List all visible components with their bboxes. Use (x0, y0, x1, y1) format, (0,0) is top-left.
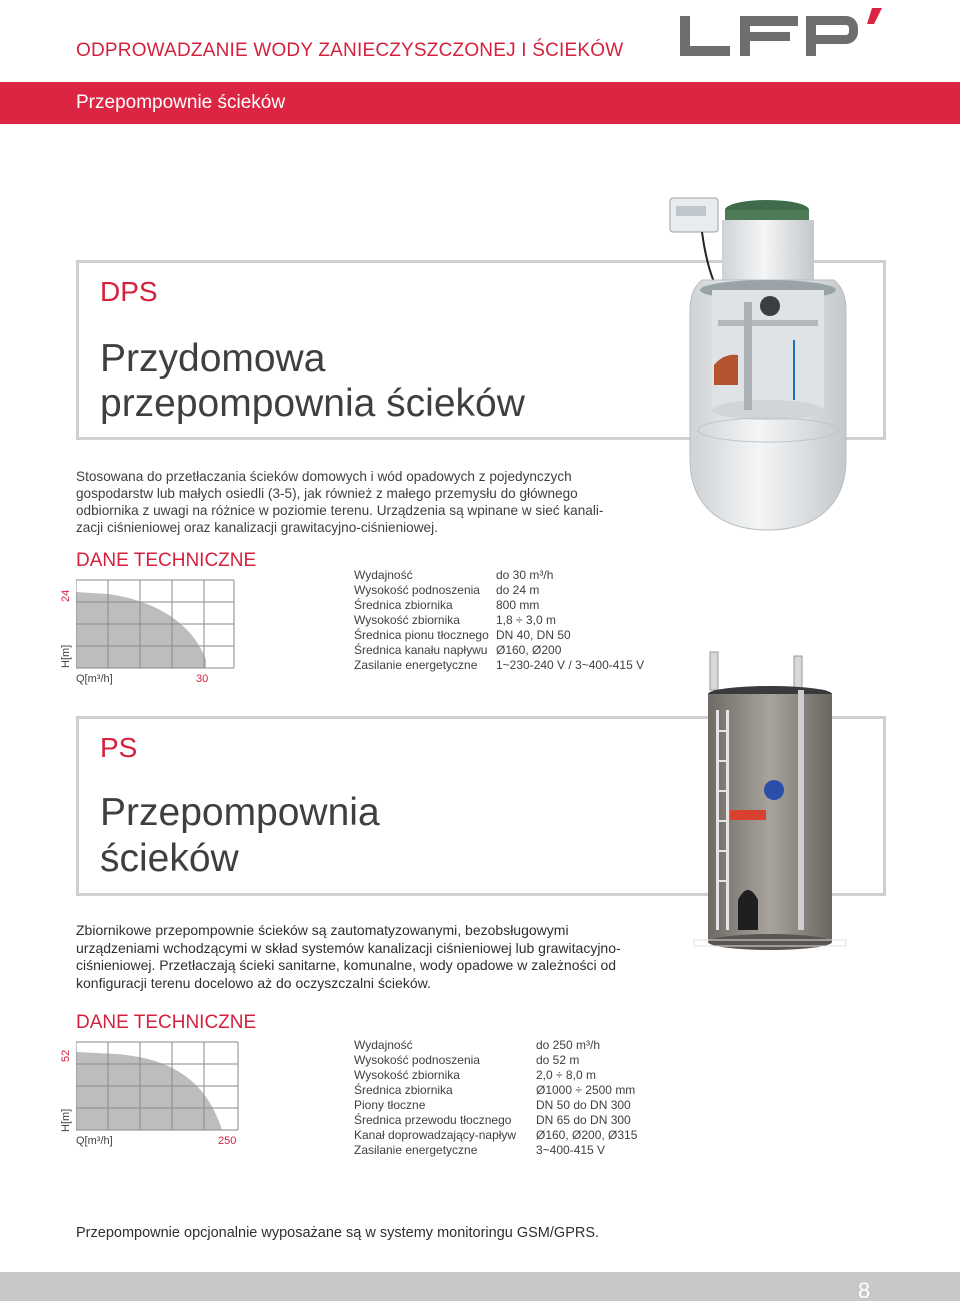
ps-title-line2: ścieków (100, 837, 239, 880)
ps-description (76, 922, 636, 992)
section-title: ODPROWADZANIE WODY ZANIECZYSZCZONEJ I ŚCIEKÓW (76, 40, 624, 61)
ps-chart-x-max: 250 (218, 1135, 237, 1147)
ps-pumping-station-image (690, 650, 850, 955)
spec-row: Wydajność do 30 m³/h (354, 568, 554, 582)
ps-description-line: urządzeniami wchodzącymi w skład systemów kanalizacji ciśnieniowej lub grawitacyjno- (76, 939, 621, 956)
ps-description-line: ciśnieniowej. Przetłaczają ścieki sanitarne, komunalne, wody opadowe w zależności od (76, 957, 617, 973)
spec-row: Średnica zbiornika 800 mm (354, 598, 540, 612)
ps-tech-heading: DANE TECHNICZNE (76, 1012, 257, 1033)
spec-row: Wysokość podnoszenia do 52 m (354, 1053, 580, 1067)
dps-chart-x-label: Q[m³/h] (76, 673, 113, 685)
band-title: Przepompownie ścieków (76, 92, 286, 113)
ps-code: PS (100, 732, 138, 763)
dps-chart-y-label: H[m] (60, 644, 72, 668)
footer-band (0, 1272, 960, 1301)
spec-row: Wydajność do 250 m³/h (354, 1038, 601, 1052)
dps-description-line: odbiornika z uwagi na różnice w poziomie terenu. Urządzenia są wpinane w sieć kanali- (76, 503, 604, 518)
ps-spec-table (354, 1038, 637, 1158)
ps-title-line1: Przepompownia (100, 791, 380, 834)
spec-row: Średnica przewodu tłocznego DN 65 do DN 300 (354, 1113, 631, 1127)
spec-row: Średnica pionu tłocznego DN 40, DN 50 (354, 628, 571, 642)
dps-pump-curve-chart (76, 578, 236, 672)
spec-row: Wysokość podnoszenia do 24 m (354, 583, 540, 597)
ps-chart-y-max: 52 (60, 1049, 72, 1062)
dps-tech-heading: DANE TECHNICZNE (76, 550, 257, 571)
dps-title-line2: przepompownia ścieków (100, 382, 525, 425)
ps-chart-y-label: H[m] (60, 1108, 72, 1132)
spec-row: Kanał doprowadzający-napływ Ø160, Ø200, Ø315 (354, 1128, 638, 1142)
dps-tank-image (662, 190, 862, 555)
dps-title-line1: Przydomowa (100, 337, 326, 380)
lfp-logo (676, 6, 886, 62)
spec-row: Zasilanie energetyczne 3~400-415 V (354, 1143, 606, 1157)
dps-description-line: zacji ciśnieniowej oraz kanalizacji grawitacyjno-ciśnieniowej. (76, 520, 438, 535)
dps-description-line: gospodarstw lub małych osiedli (3-5), jak również z małego przemysłu do głównego (76, 486, 578, 501)
spec-row: Wysokość zbiornika 1,8 ÷ 3,0 m (354, 613, 556, 627)
spec-row: Średnica kanału napływu Ø160, Ø200 (354, 643, 562, 657)
dps-description (76, 468, 616, 536)
dps-code: DPS (100, 276, 158, 307)
dps-chart-x-max: 30 (196, 673, 209, 685)
ps-pump-curve-chart (76, 1040, 240, 1134)
dps-chart-y-max: 24 (60, 589, 72, 602)
page-number: 8 (858, 1278, 871, 1303)
monitoring-note: Przepompownie opcjonalnie wyposażane są w systemy monitoringu GSM/GPRS. (76, 1225, 600, 1241)
spec-row: Wysokość zbiornika 2,0 ÷ 8,0 m (354, 1068, 596, 1082)
spec-row: Średnica zbiornika Ø1000 ÷ 2500 mm (354, 1083, 636, 1097)
ps-description-line: konfiguracji terenu docelowo aż do oczyszczalni ścieków. (76, 974, 431, 991)
dps-description-line: Stosowana do przetłaczania ścieków domowych i wód opadowych z pojedynczych (76, 469, 572, 484)
dps-spec-table (354, 568, 644, 673)
spec-row: Zasilanie energetyczne 1~230-240 V / 3~400-415 V (354, 658, 645, 672)
ps-chart-x-label: Q[m³/h] (76, 1135, 113, 1147)
spec-row: Piony tłoczne DN 50 do DN 300 (354, 1098, 631, 1112)
ps-description-line: Zbiornikowe przepompownie ścieków są zautomatyzowanymi, bezobsługowymi (76, 922, 569, 938)
